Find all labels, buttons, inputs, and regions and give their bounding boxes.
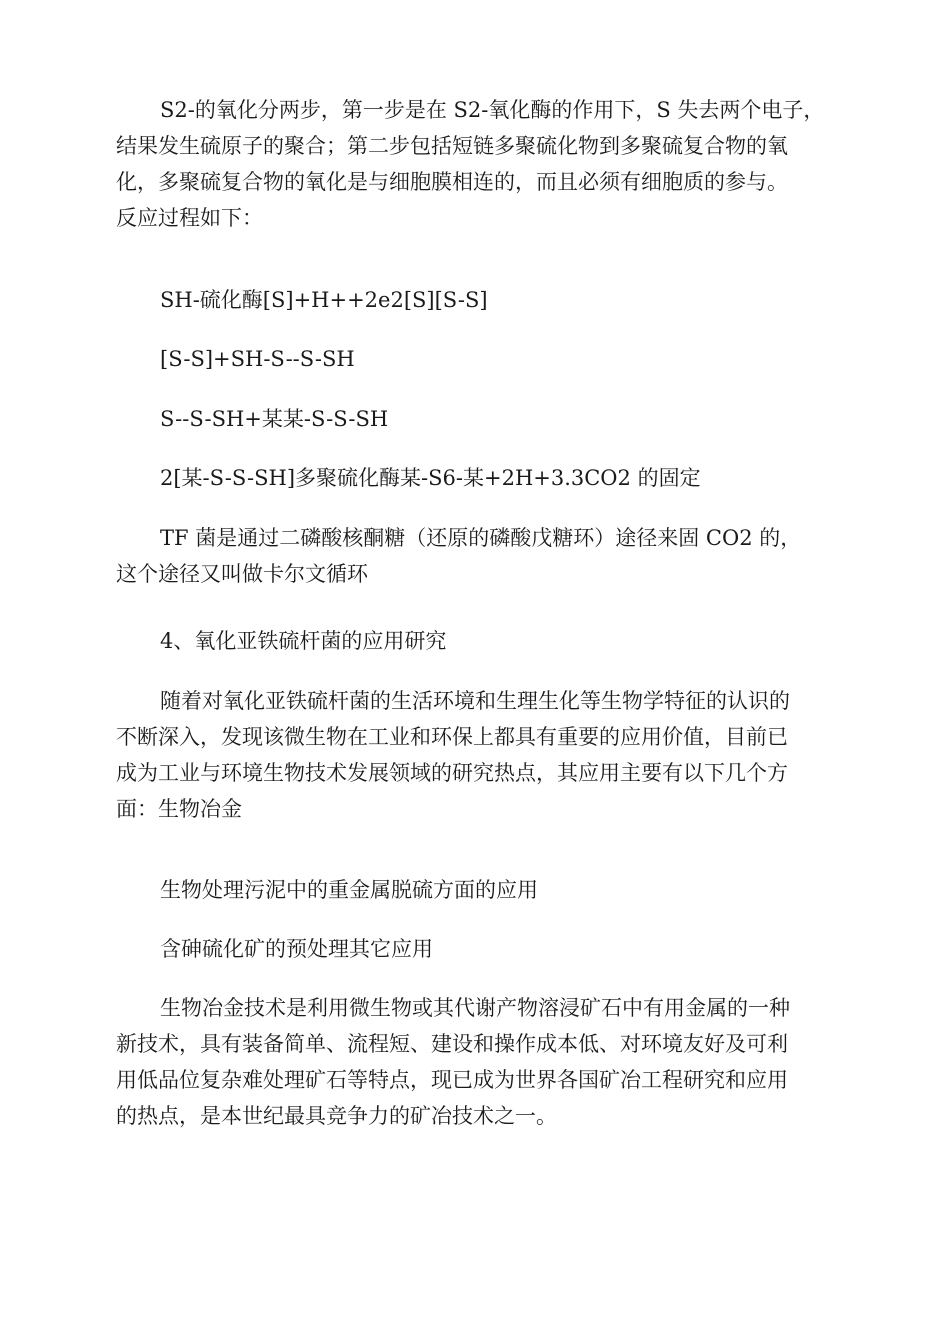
text-line: 新技术，具有装备简单、流程短、建设和操作成本低、对环境友好及可利: [116, 1032, 788, 1056]
text-line: 面：生物冶金: [116, 797, 242, 821]
paragraph-bio-metallurgy: [116, 990, 836, 1134]
paragraph-application-research: [116, 683, 836, 827]
text-line: 用低品位复杂难处理矿石等特点，现已成为世界各国矿冶工程研究和应用: [116, 1068, 788, 1092]
text-line: 反应过程如下：: [116, 206, 263, 230]
text-line: S2-的氧化分两步，第一步是在 S2-氧化酶的作用下，S 失去两个电子，: [160, 98, 825, 122]
paragraph-s2-oxidation: [116, 92, 836, 236]
text-line: 结果发生硫原子的聚合；第二步包括短链多聚硫化物到多聚硫复合物的氧: [116, 134, 788, 158]
reaction-equation-1: SH-硫化酶[S]+H++2e2[S][S-S]: [160, 288, 488, 312]
paragraph-arsenic-pretreatment: 含砷硫化矿的预处理其它应用: [160, 937, 433, 961]
reaction-equation-4: 2[某-S-S-SH]多聚硫化酶某-S6-某+2H+3.3CO2 的固定: [160, 466, 701, 490]
section-heading: 4、氧化亚铁硫杆菌的应用研究: [160, 629, 447, 653]
reaction-equation-3: S--S-SH+某某-S-S-SH: [160, 407, 389, 431]
text-line: TF 菌是通过二磷酸核酮糖（还原的磷酸戊糖环）途径来固 CO2 的，: [160, 526, 802, 550]
text-line: 化，多聚硫复合物的氧化是与细胞膜相连的，而且必须有细胞质的参与。: [116, 170, 788, 194]
text-line: 成为工业与环境生物技术发展领域的研究热点，其应用主要有以下几个方: [116, 761, 788, 785]
paragraph-sludge-treatment: 生物处理污泥中的重金属脱硫方面的应用: [160, 878, 538, 902]
reaction-equation-2: [S-S]+SH-S--S-SH: [160, 347, 355, 371]
paragraph-calvin-cycle: [116, 520, 836, 592]
text-line: 的热点，是本世纪最具竞争力的矿冶技术之一。: [116, 1104, 557, 1128]
text-line: 这个途径又叫做卡尔文循环: [116, 562, 368, 586]
text-line: 不断深入，发现该微生物在工业和环保上都具有重要的应用价值，目前已: [116, 725, 788, 749]
text-line: 生物冶金技术是利用微生物或其代谢产物溶浸矿石中有用金属的一种: [160, 996, 790, 1020]
text-line: 随着对氧化亚铁硫杆菌的生活环境和生理生化等生物学特征的认识的: [160, 689, 790, 713]
